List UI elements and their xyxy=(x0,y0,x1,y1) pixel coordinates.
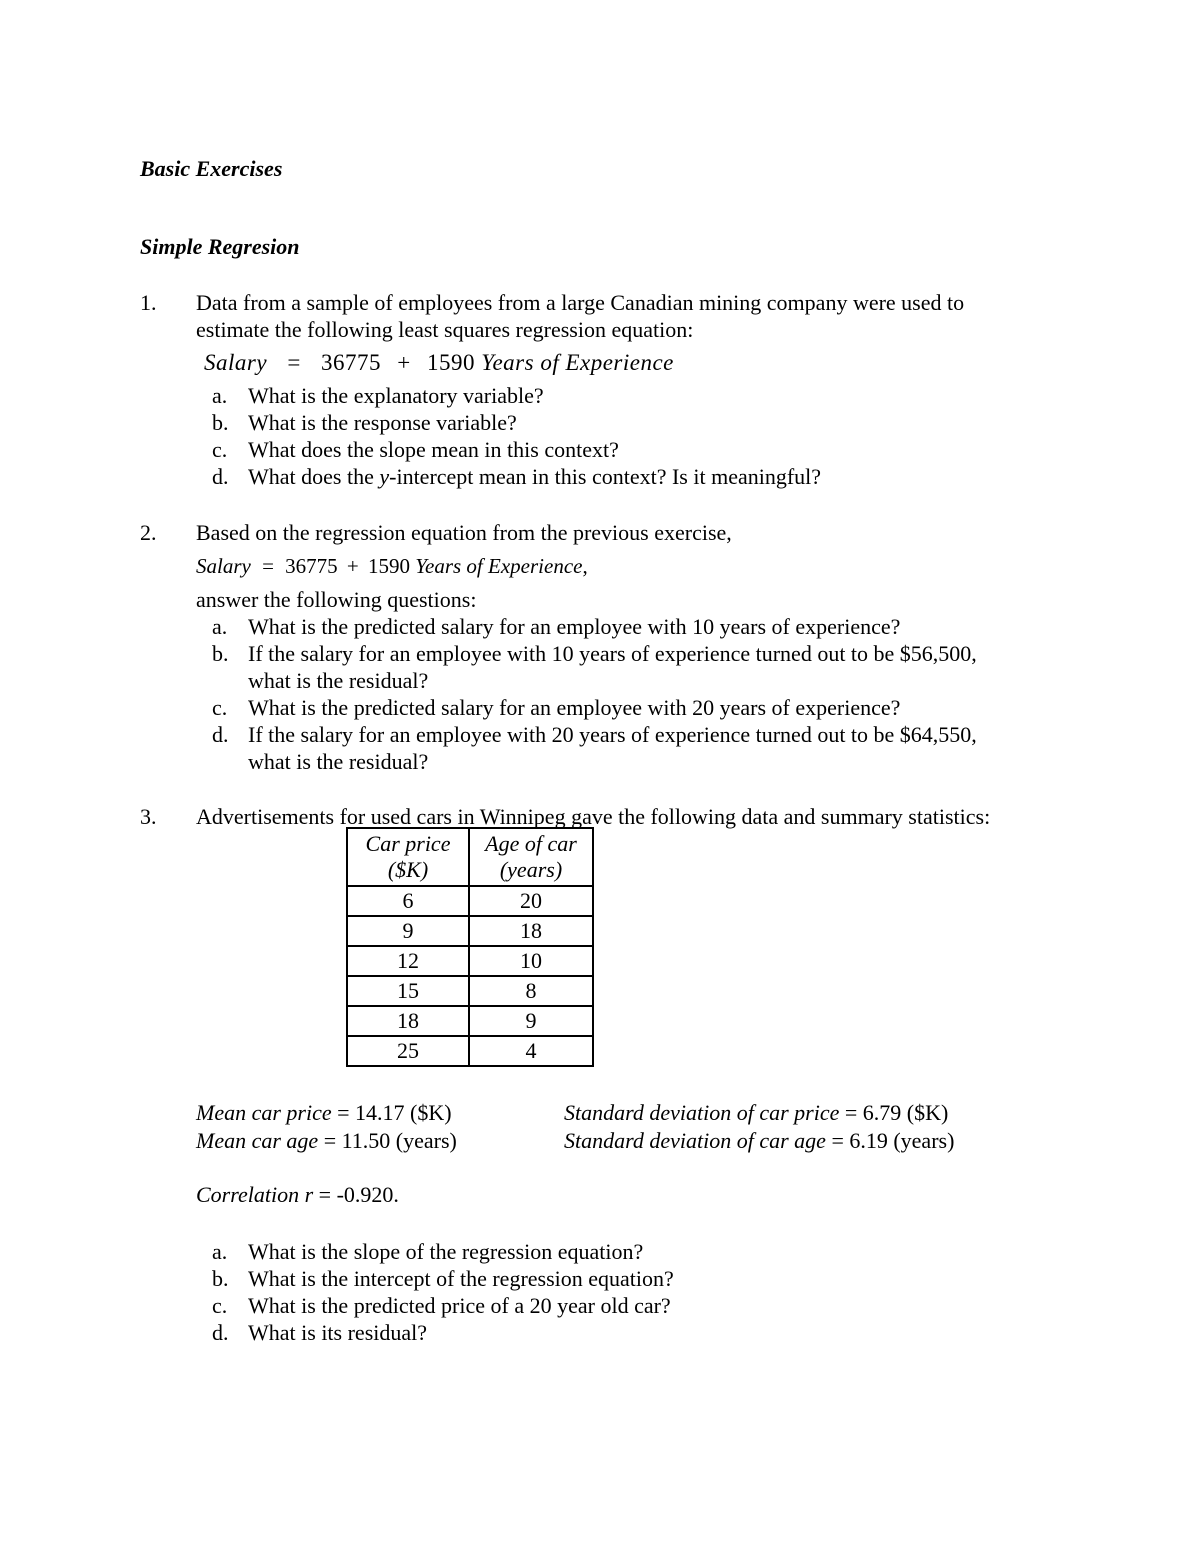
eq-intercept: 36775 xyxy=(285,554,338,578)
table-cell: 15 xyxy=(347,976,469,1006)
q3-item-label: a. xyxy=(212,1239,228,1264)
q1-item-text: What is the response variable? xyxy=(248,410,517,435)
table-row xyxy=(347,976,593,1006)
table-header-row xyxy=(347,828,593,886)
stat-value: = 6.79 ($K) xyxy=(839,1100,949,1125)
q2-number: 2. xyxy=(140,520,157,545)
q3-item-text: What is the intercept of the regression equation? xyxy=(248,1266,674,1291)
table-cell: 18 xyxy=(347,1006,469,1036)
eq-intercept: 36775 xyxy=(321,350,382,375)
q2-text-line1: Based on the regression equation from the previous exercise, xyxy=(196,520,732,545)
eq-trail: , xyxy=(582,554,588,578)
q2-item-text: If the salary for an employee with 10 years of experience turned out to be $56,500, xyxy=(248,641,977,666)
stat-value: = -0.920. xyxy=(313,1182,399,1207)
stat-value: = 14.17 ($K) xyxy=(331,1100,452,1125)
eq-slope: 1590 xyxy=(368,554,411,578)
table-cell: 18 xyxy=(469,916,593,946)
stat-label: Standard deviation of car age xyxy=(564,1128,826,1153)
column-header-age-of-car xyxy=(469,828,593,886)
q1-item-label: b. xyxy=(212,410,229,435)
stat-label: Mean car price xyxy=(196,1100,332,1125)
table-row xyxy=(347,886,593,916)
q1-number: 1. xyxy=(140,290,157,315)
table-row xyxy=(347,1006,593,1036)
q1-d-post: -intercept mean in this context? Is it meaningful? xyxy=(389,464,822,489)
stat-label: Mean car age xyxy=(196,1128,319,1153)
stat-mean-age xyxy=(196,1130,457,1152)
eq-lhs: Salary xyxy=(196,554,251,578)
table-row xyxy=(347,946,593,976)
q3-item-label: d. xyxy=(212,1320,229,1345)
table-cell: 6 xyxy=(347,886,469,916)
q2-item-text-cont: what is the residual? xyxy=(248,668,429,693)
table-cell: 4 xyxy=(469,1036,593,1066)
q1-item-label: c. xyxy=(212,437,228,462)
stat-sd-age xyxy=(564,1130,954,1152)
q1-text-line2: estimate the following least squares regression equation: xyxy=(196,317,694,342)
eq-rhs: Years of Experience xyxy=(415,554,583,578)
q3-item-label: b. xyxy=(212,1266,229,1291)
q1-item-label: a. xyxy=(212,383,228,408)
q1-item-text xyxy=(248,466,821,488)
q3-item-text: What is the predicted price of a 20 year old car? xyxy=(248,1293,671,1318)
eq-lhs: Salary xyxy=(204,350,268,375)
q2-item-text-cont: what is the residual? xyxy=(248,749,429,774)
q2-item-label: c. xyxy=(212,695,228,720)
subsection-title: Simple Regresion xyxy=(140,234,300,259)
stat-label: Standard deviation of car price xyxy=(564,1100,840,1125)
q1-text-line1: Data from a sample of employees from a large Canadian mining company were used to xyxy=(196,290,965,315)
table-cell: 10 xyxy=(469,946,593,976)
eq-plus: + xyxy=(397,350,411,375)
q1-item-text: What does the slope mean in this context? xyxy=(248,437,619,462)
table-cell: 25 xyxy=(347,1036,469,1066)
eq-slope: 1590 xyxy=(427,350,476,375)
q1-item-text: What is the explanatory variable? xyxy=(248,383,544,408)
stat-label: Correlation r xyxy=(196,1182,314,1207)
column-header-car-price xyxy=(347,828,469,886)
q2-item-text: What is the predicted salary for an employee with 20 years of experience? xyxy=(248,695,901,720)
stat-value: = 11.50 (years) xyxy=(318,1128,457,1153)
q2-item-label: b. xyxy=(212,641,229,666)
stat-mean-price xyxy=(196,1102,452,1124)
q2-item-text: What is the predicted salary for an employee with 10 years of experience? xyxy=(248,614,901,639)
eq-plus: + xyxy=(346,554,359,578)
q3-number: 3. xyxy=(140,804,157,829)
table-cell: 8 xyxy=(469,976,593,1006)
table-cell: 20 xyxy=(469,886,593,916)
eq-equals: = xyxy=(262,554,274,578)
table-row xyxy=(347,1036,593,1066)
table-cell: 12 xyxy=(347,946,469,976)
eq-rhs: Years of Experience xyxy=(481,350,674,375)
section-title: Basic Exercises xyxy=(140,156,283,181)
q1-d-pre: What does the xyxy=(248,464,380,489)
car-data-table xyxy=(346,827,594,1067)
q1-item-label: d. xyxy=(212,464,229,489)
q2-equation xyxy=(196,556,588,577)
header-line: Car price xyxy=(365,831,451,856)
stat-value: = 6.19 (years) xyxy=(825,1128,955,1153)
q2-text-line2: answer the following questions: xyxy=(196,587,477,612)
eq-equals: = xyxy=(287,350,301,375)
q3-item-text: What is its residual? xyxy=(248,1320,428,1345)
stat-sd-price xyxy=(564,1102,948,1124)
q1-equation xyxy=(204,351,674,374)
table-cell: 9 xyxy=(347,916,469,946)
header-line: Age of car xyxy=(485,831,577,856)
q2-item-label: d. xyxy=(212,722,229,747)
q2-item-label: a. xyxy=(212,614,228,639)
header-unit: ($K) xyxy=(387,857,429,882)
q1-d-var: y xyxy=(379,464,390,489)
q3-text-line1: Advertisements for used cars in Winnipeg gave the following data and summary statistics: xyxy=(196,804,991,829)
stat-correlation xyxy=(196,1184,399,1206)
header-unit: (years) xyxy=(499,857,563,882)
table-cell: 9 xyxy=(469,1006,593,1036)
q2-item-text: If the salary for an employee with 20 years of experience turned out to be $64,550, xyxy=(248,722,977,747)
table-row xyxy=(347,916,593,946)
q3-item-label: c. xyxy=(212,1293,228,1318)
q3-item-text: What is the slope of the regression equation? xyxy=(248,1239,644,1264)
